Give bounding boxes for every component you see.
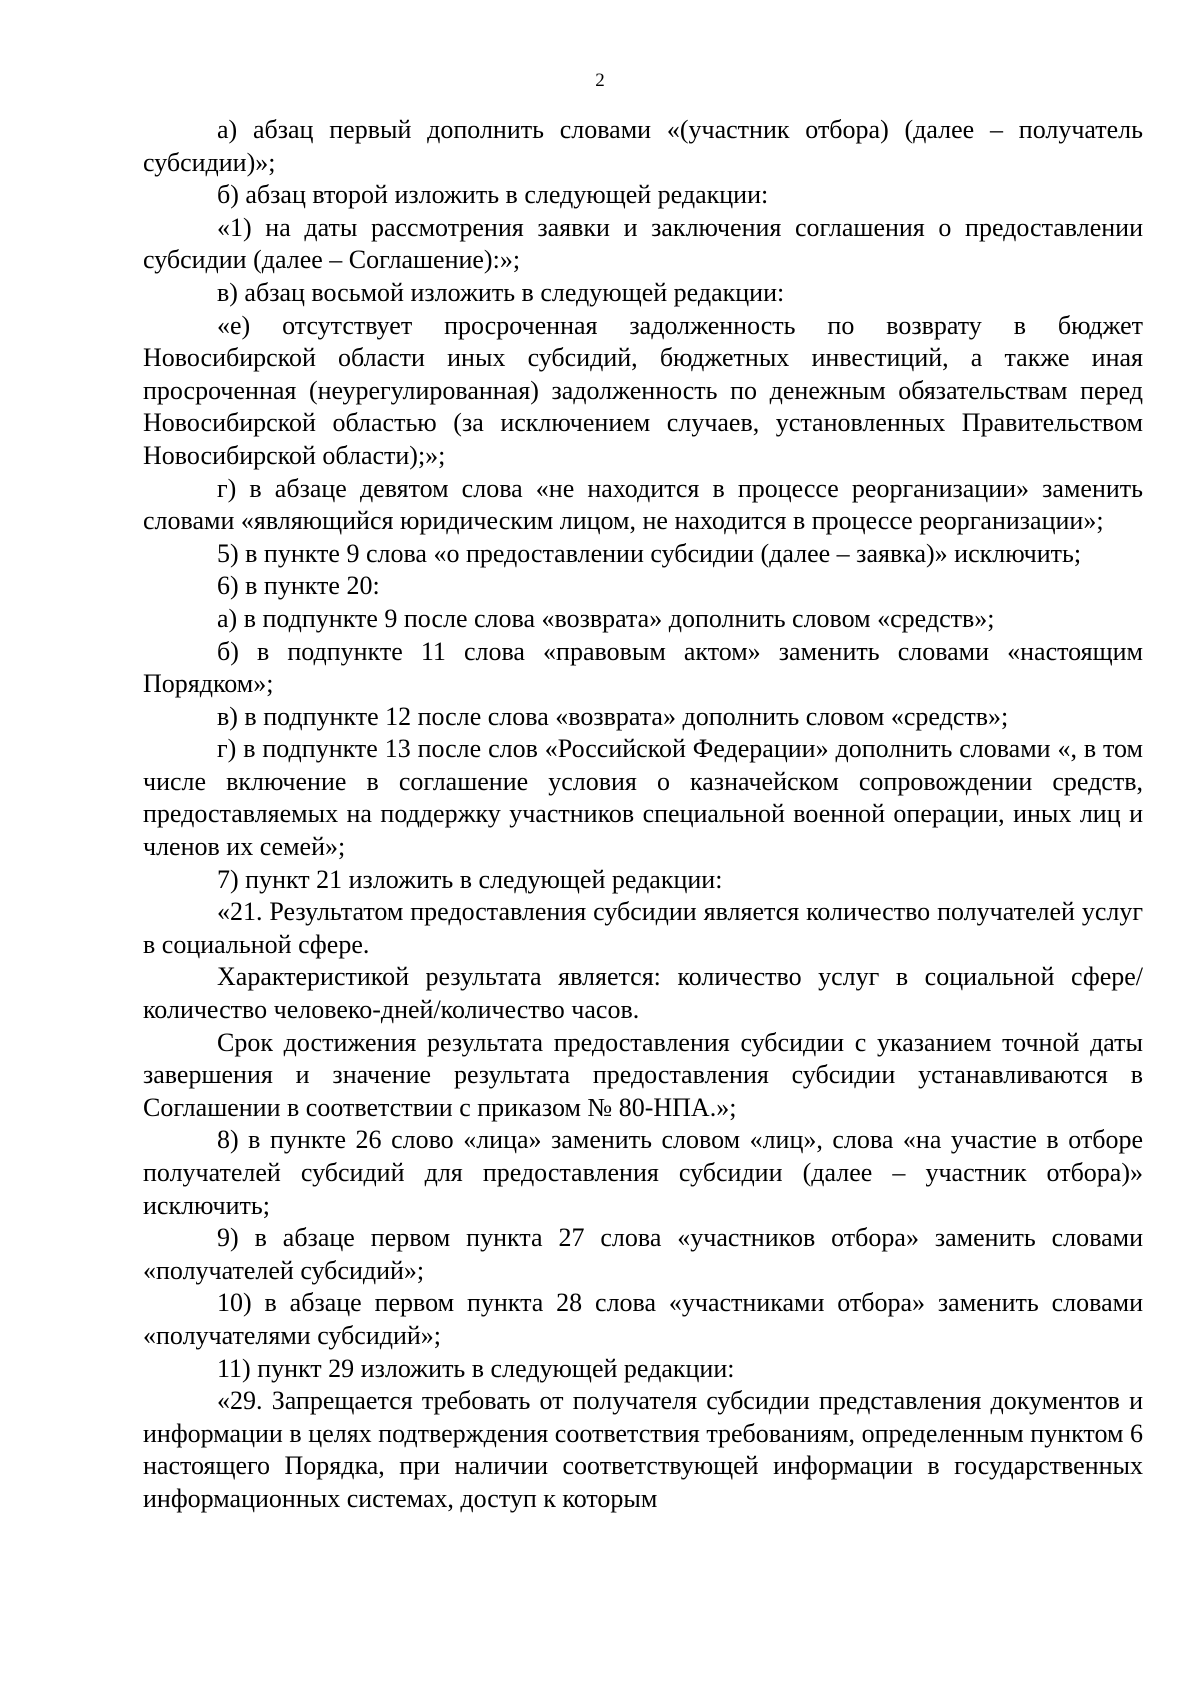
paragraph: 9) в абзаце первом пункта 27 слова «участников отбора» заменить словами «получателей субсидий»; [143, 1223, 1143, 1285]
paragraph: 10) в абзаце первом пункта 28 слова «участниками отбора» заменить словами «получателями субсидий»; [143, 1288, 1143, 1350]
paragraph: Срок достижения результата предоставления субсидии с указанием точной даты завершения и значение результата предоставления субсидии устанавливаются в Соглашении в соответствии с приказом № 80-НПА.»; [143, 1027, 1143, 1122]
paragraph: Характеристикой результата является: количество услуг в социальной сфере/количество человеко-дней/количество часов. [143, 962, 1143, 1025]
paragraph: «1) на даты рассмотрения заявки и заключения соглашения о предоставлении субсидии (далее – Соглашение):»; [143, 212, 1143, 275]
paragraph: «21. Результатом предоставления субсидии является количество получателей услуг в социальной сфере. [143, 897, 1143, 959]
paragraph: б) в подпункте 11 слова «правовым актом» заменить словами «настоящим Порядком»; [143, 636, 1143, 699]
paragraph: в) абзац восьмой изложить в следующей редакции: [217, 277, 785, 307]
paragraph: а) абзац первый дополнить словами «(участник отбора) (далее – получатель субсидии)»; [143, 115, 1143, 177]
paragraph: г) в абзаце девятом слова «не находится в процессе реорганизации» заменить словами «являющийся юридическим лицом, не находится в процессе реорганизации»; [143, 473, 1143, 536]
paragraph: «29. Запрещается требовать от получателя субсидии представления документов и информации в целях подтверждения соответствия требованиям, определенным пунктом 6 настоящего Порядка, при наличии соответствующей информации в государственных информационных системах, доступ к которым [143, 1386, 1143, 1513]
paragraph: 11) пункт 29 изложить в следующей редакции: [217, 1353, 735, 1383]
document-body [143, 114, 1143, 1516]
paragraph: 5) в пункте 9 слова «о предоставлении субсидии (далее – заявка)» исключить; [217, 538, 1082, 568]
paragraph: а) в подпункте 9 после слова «возврата» дополнить словом «средств»; [217, 603, 995, 633]
paragraph: в) в подпункте 12 после слова «возврата» дополнить словом «средств»; [217, 701, 1009, 731]
paragraph: г) в подпункте 13 после слов «Российской Федерации» дополнить словами «, в том числе включение в соглашение условия о казначейском сопровождении средств, предоставляемых на поддержку участников специальной военной операции, иных лиц и членов их семей»; [143, 734, 1143, 862]
paragraph: 6) в пункте 20: [217, 571, 380, 601]
paragraph: 7) пункт 21 изложить в следующей редакции: [217, 864, 723, 894]
paragraph: 8) в пункте 26 слово «лица» заменить словом «лиц», слова «на участие в отборе получателей субсидий для предоставления субсидии (далее – участник отбора)» исключить; [143, 1125, 1143, 1220]
paragraph: «е) отсутствует просроченная задолженность по возврату в бюджет Новосибирской области иных субсидий, бюджетных инвестиций, а также иная просроченная (неурегулированная) задолженность по денежным обязательствам перед Новосибирской областью (за исключением случаев, установленных Правительством Новосибирской области);»; [143, 310, 1143, 470]
paragraph: б) абзац второй изложить в следующей редакции: [217, 180, 769, 210]
page-number: 2 [595, 70, 605, 91]
